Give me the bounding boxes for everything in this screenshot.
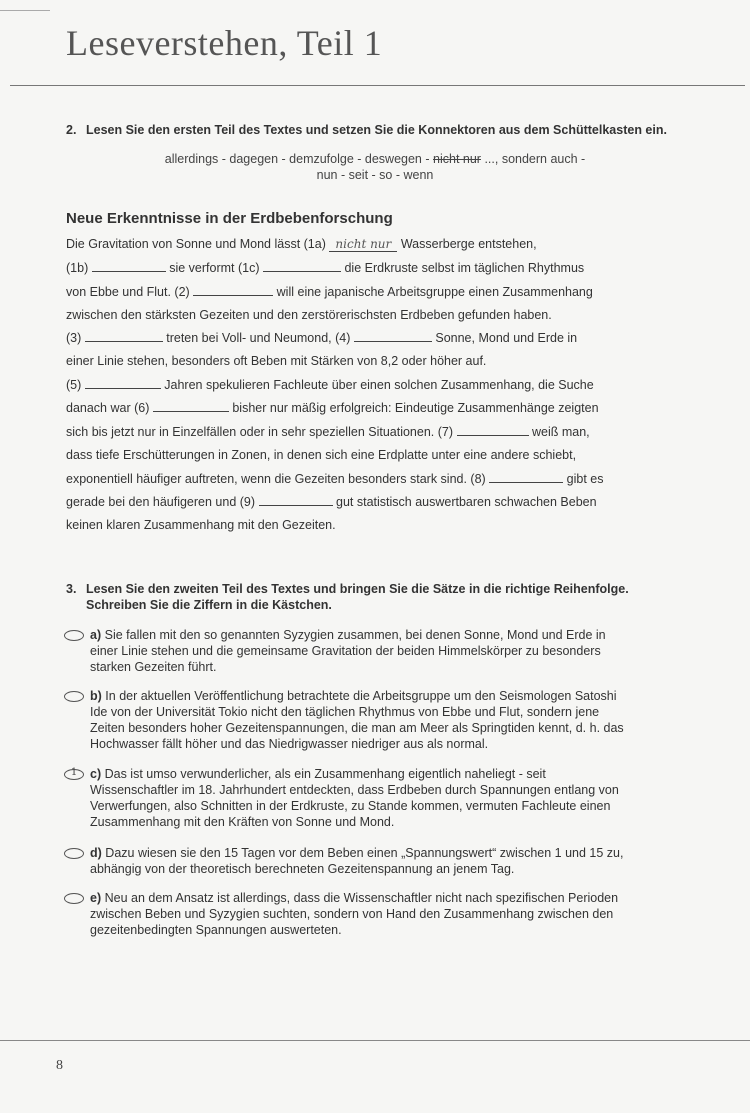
answer-box-b[interactable] bbox=[64, 691, 84, 702]
text-segment: (3) bbox=[66, 331, 82, 345]
task3-instruction-2: Schreiben Sie die Ziffern in die Kästchen. bbox=[86, 598, 332, 612]
gap-7[interactable] bbox=[457, 425, 529, 436]
text-line-2 bbox=[66, 261, 626, 275]
text-segment: gibt es bbox=[566, 472, 604, 486]
text-line-3 bbox=[66, 285, 626, 299]
sentence-c bbox=[90, 766, 635, 830]
gap-2[interactable] bbox=[193, 285, 273, 296]
sentence-d bbox=[90, 845, 635, 877]
gap-5[interactable] bbox=[85, 378, 161, 389]
text-segment: von Ebbe und Flut. (2) bbox=[66, 285, 190, 299]
sentence-text: Dazu wiesen sie den 15 Tagen vor dem Beben einen „Spannungswert“ zwischen 1 und 15 zu, abhängig von der theoretisch berechneten Gezeitenspannung an jenem Tag. bbox=[90, 846, 624, 876]
sentence-letter: d) bbox=[90, 846, 102, 860]
word-bank-line2: nun - seit - so - wenn bbox=[316, 168, 434, 182]
sentence-text: Sie fallen mit den so genannten Syzygien zusammen, bei denen Sonne, Mond und Erde in einer Linie stehen und die gemeinsame Gravitation der beiden Himmelskörper zu besonders starken Gezeiten führt. bbox=[90, 628, 606, 674]
text-segment: gut statistisch auswertbaren schwachen Beben bbox=[336, 495, 597, 509]
text-line-10: dass tiefe Erschütterungen in Zonen, in denen sich eine Erdplatte unter eine andere schiebt, bbox=[66, 448, 577, 462]
text-line-11 bbox=[66, 472, 626, 486]
text-segment: will eine japanische Arbeitsgruppe einen Zusammenhang bbox=[276, 285, 593, 299]
task2-number: 2. bbox=[66, 123, 77, 137]
sentence-letter: a) bbox=[90, 628, 102, 642]
sentence-letter: b) bbox=[90, 689, 102, 703]
answer-box-c[interactable]: 1 bbox=[64, 769, 84, 780]
task2-instruction: Lesen Sie den ersten Teil des Textes und setzen Sie die Konnektoren aus dem Schüttelkasten ein. bbox=[86, 123, 667, 137]
sentence-text: In der aktuellen Veröffentlichung betrachtete die Arbeitsgruppe um den Seismologen Satoshi Ide von der Universität Tokio nicht den täglichen Rhythmus von Ebbe und Flut, sondern jene Zeiten besonders hoher Gezeitenspannungen, die man am Meer als Springtiden kennt, d. h. das Hochwasser fällt höher und das Niedrigwasser niedriger aus als normal. bbox=[90, 689, 624, 751]
task3-instruction-1: Lesen Sie den zweiten Teil des Textes und bringen Sie die Sätze in die richtige Reihenfolge. bbox=[86, 582, 629, 596]
text-segment: exponentiell häufiger auftreten, wenn die Gezeiten besonders stark sind. (8) bbox=[66, 472, 486, 486]
text-segment: sich bis jetzt nur in Einzelfällen oder in sehr speziellen Situationen. (7) bbox=[66, 425, 454, 439]
text-segment: sie verformt (1c) bbox=[169, 261, 260, 275]
text-segment: Die Gravitation von Sonne und Mond lässt (1a) bbox=[66, 237, 326, 251]
text-segment: gerade bei den häufigeren und (9) bbox=[66, 495, 256, 509]
text-line-8 bbox=[66, 401, 626, 415]
text-line-1 bbox=[66, 237, 626, 252]
task3-number: 3. bbox=[66, 582, 77, 596]
text-segment: die Erdkruste selbst im täglichen Rhythmus bbox=[344, 261, 585, 275]
gap-1c[interactable] bbox=[263, 261, 341, 272]
word-bank-words: allerdings - dagegen - demzufolge - deswegen - bbox=[164, 152, 430, 166]
text-heading: Neue Erkenntnisse in der Erdbebenforschung bbox=[66, 210, 393, 227]
sentence-letter: e) bbox=[90, 891, 102, 905]
gap-4[interactable] bbox=[354, 331, 432, 342]
text-line-4: zwischen den stärksten Gezeiten und den zerstörerischsten Erdbeben gefunden haben. bbox=[66, 308, 552, 322]
footer-rule bbox=[0, 1040, 750, 1041]
text-segment: bisher nur mäßig erfolgreich: Eindeutige Zusammenhänge zeigten bbox=[232, 401, 599, 415]
word-bank-line1 bbox=[0, 152, 750, 166]
gap-8[interactable] bbox=[489, 472, 563, 483]
corner-mark bbox=[0, 10, 50, 11]
word-bank-words-end: ..., sondern auch - bbox=[484, 152, 586, 166]
handwritten-answer: nicht nur bbox=[335, 237, 392, 251]
text-segment: treten bei Voll- und Neumond, (4) bbox=[166, 331, 351, 345]
sentence-e bbox=[90, 890, 635, 938]
answer-box-a[interactable] bbox=[64, 630, 84, 641]
text-line-6: einer Linie stehen, besonders oft Beben mit Stärken von 8,2 oder höher auf. bbox=[66, 354, 487, 368]
gap-9[interactable] bbox=[259, 495, 333, 506]
gap-6[interactable] bbox=[153, 401, 229, 412]
text-line-5 bbox=[66, 331, 626, 345]
page-number: 8 bbox=[56, 1058, 63, 1073]
text-line-7 bbox=[66, 378, 626, 392]
gap-1a[interactable] bbox=[329, 237, 397, 252]
text-segment: danach war (6) bbox=[66, 401, 150, 415]
text-segment: weiß man, bbox=[531, 425, 590, 439]
gap-1b[interactable] bbox=[92, 261, 166, 272]
page-title: Leseverstehen, Teil 1 bbox=[66, 23, 383, 63]
text-segment: Wasserberge entstehen, bbox=[400, 237, 537, 251]
sentence-text: Das ist umso verwunderlicher, als ein Zusammenhang eigentlich naheliegt - seit Wissenschaftler im 18. Jahrhundert entdeckten, dass Erdbeben durch Spannungen entlang von Verwerfungen, also Schnitten in der Erdkruste, zu Stande kommen, vermuten Fachleute einen Zusammenhang mit den Kräften von Sonne und Mond. bbox=[90, 767, 619, 829]
text-segment: Jahren spekulieren Fachleute über einen solchen Zusammenhang, die Suche bbox=[164, 378, 594, 392]
answer-box-d[interactable] bbox=[64, 848, 84, 859]
gap-3[interactable] bbox=[85, 331, 163, 342]
sentence-letter: c) bbox=[90, 767, 102, 781]
word-bank-struck: nicht nur bbox=[433, 152, 481, 166]
sentence-text: Neu an dem Ansatz ist allerdings, dass die Wissenschaftler nicht nach spezifischen Perioden zwischen Beben und Syzygien suchten, sondern von Hand den Zusammenhang zwischen den gezeitenbedingten Spannungen auswerteten. bbox=[90, 891, 619, 937]
text-line-9 bbox=[66, 425, 626, 439]
sentence-a bbox=[90, 627, 635, 675]
sentence-b bbox=[90, 688, 635, 752]
text-segment: (1b) bbox=[66, 261, 89, 275]
answer-box-e[interactable] bbox=[64, 893, 84, 904]
text-line-13: keinen klaren Zusammenhang mit den Gezeiten. bbox=[66, 518, 336, 532]
title-rule bbox=[10, 85, 745, 86]
text-segment: (5) bbox=[66, 378, 82, 392]
text-line-12 bbox=[66, 495, 626, 509]
text-segment: Sonne, Mond und Erde in bbox=[435, 331, 578, 345]
